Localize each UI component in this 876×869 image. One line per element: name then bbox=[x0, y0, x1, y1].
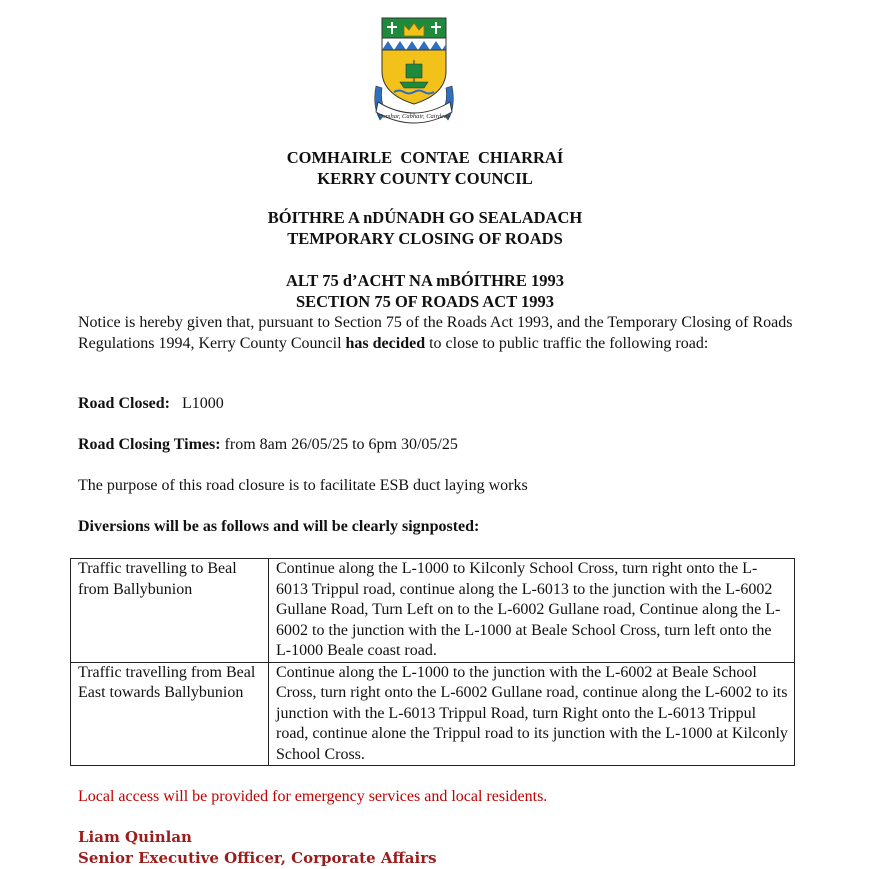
table-row bbox=[71, 559, 795, 663]
diversion-route-cell: Continue along the L-1000 to Kilconly School Cross, turn right onto the L-6013 Trippul road, continue along the L-6013 to the junction with the L-6002 Gullane Road, Turn Left on to the L-6002 Gullane road, Continue along the L-6002 to the junction with the L-1000 at Beale School Cross, turn left onto the L-1000 Beale coast road. bbox=[269, 559, 795, 663]
purpose-paragraph: The purpose of this road closure is to facilitate ESB duct laying works bbox=[78, 477, 528, 494]
table-row bbox=[71, 662, 795, 766]
road-closed-line bbox=[78, 393, 798, 414]
intro-text-end: to close to public traffic the following road: bbox=[425, 335, 709, 352]
road-closed-label: Road Closed: bbox=[78, 395, 171, 412]
diversions-heading: Diversions will be as follows and will be clearly signposted: bbox=[78, 518, 480, 535]
notice-title-english: TEMPORARY CLOSING OF ROADS bbox=[287, 229, 563, 248]
local-access-note: Local access will be provided for emergency services and local residents. bbox=[78, 788, 548, 805]
diversion-direction-cell: Traffic travelling from Beal East towards Ballybunion bbox=[71, 662, 269, 766]
road-closed-value: L1000 bbox=[182, 395, 224, 412]
signatory-title: Senior Executive Officer, Corporate Affairs bbox=[78, 849, 437, 867]
legal-section-english: SECTION 75 OF ROADS ACT 1993 bbox=[295, 292, 555, 311]
notice-intro-paragraph bbox=[78, 312, 798, 354]
diversion-route-cell: Continue along the L-1000 to the junction with the L-6002 at Beale School Cross, turn right onto the L-6002 Gullane road, continue along the L-6002 to its junction with the L-6013 Trippul Road, turn Right onto the L-6013 Trippul road, continue alone the Trippul road to its junction with the L-1000 at Kilconly School Cross. bbox=[269, 662, 795, 766]
crest-shield-icon bbox=[364, 16, 464, 128]
council-name-irish: COMHAIRLE CONTAE CHIARRAÍ bbox=[286, 148, 564, 167]
notice-title-irish: BÓITHRE A nDÚNADH GO SEALADACH bbox=[267, 208, 583, 227]
crest-motto: Comhar, Cabhair, Cairdeas bbox=[378, 113, 450, 120]
signatory-name: Liam Quinlan bbox=[78, 828, 192, 846]
council-name-english: KERRY COUNTY COUNCIL bbox=[317, 169, 533, 188]
intro-text-start: Notice is hereby given that, pursuant to Section 75 of the Roads Act 1993, and the Temporary Closing of Roads Regulations 1994, Kerry County Council bbox=[78, 314, 793, 352]
intro-text-bold: has decided bbox=[345, 335, 426, 352]
notice-title-heading bbox=[0, 207, 850, 249]
diversion-direction-cell: Traffic travelling to Beal from Ballybunion bbox=[71, 559, 269, 663]
closing-times-label: Road Closing Times: bbox=[78, 436, 221, 453]
legal-section-heading bbox=[0, 270, 850, 312]
legal-section-irish: ALT 75 d’ACHT NA mBÓITHRE 1993 bbox=[286, 271, 564, 290]
council-name-heading bbox=[0, 147, 850, 189]
council-crest-logo bbox=[364, 16, 464, 128]
closing-times-value: from 8am 26/05/25 to 6pm 30/05/25 bbox=[224, 436, 458, 453]
closing-times-line bbox=[78, 434, 798, 455]
diversions-table bbox=[70, 558, 795, 766]
